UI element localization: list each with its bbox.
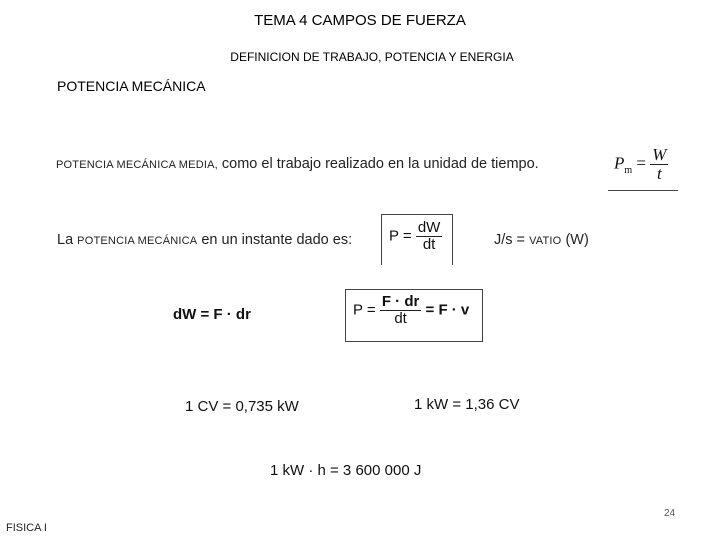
instant-numerator: dW	[417, 219, 441, 236]
power-numerator: F · dr	[381, 293, 420, 310]
instant-fraction	[416, 220, 443, 253]
course-label: FISICA I	[6, 522, 47, 534]
power-denominator: dt	[394, 309, 407, 327]
power-lhs: P =	[353, 301, 380, 319]
power-rhs: = F · v	[421, 301, 470, 319]
pm-subscript: m	[624, 165, 633, 177]
power-unit	[494, 232, 589, 248]
instant-prefix: La	[57, 232, 78, 248]
slide-subtitle: DEFINICION DE TRABAJO, POTENCIA Y ENERGIA	[230, 50, 514, 64]
pm-symbol: P	[614, 153, 625, 173]
kw-conversion: 1 kW = 1,36 CV	[414, 396, 520, 413]
instant-text: en un instante dado es:	[197, 232, 353, 248]
section-heading: POTENCIA MECÁNICA	[57, 78, 206, 94]
mean-power-text: como el trabajo realizado en la unidad de tiempo.	[217, 156, 539, 172]
pm-numerator: W	[652, 145, 667, 164]
instant-formula	[389, 220, 442, 253]
instant-denominator: dt	[422, 235, 436, 253]
power-formula	[353, 294, 469, 327]
formula-underline	[608, 190, 678, 191]
slide-title: TEMA 4 CAMPOS DE FUERZA	[254, 12, 466, 29]
instant-term: POTENCIA MECÁNICA	[77, 235, 198, 247]
instant-power-definition	[57, 232, 352, 248]
mean-power-formula	[614, 146, 668, 184]
pm-denominator: t	[656, 163, 662, 183]
unit-watt: VATIO	[529, 235, 562, 247]
page-number: 24	[664, 508, 676, 519]
mean-power-term: POTENCIA MECÁNICA MEDIA,	[56, 159, 218, 171]
pm-fraction	[650, 146, 668, 184]
cv-conversion: 1 CV = 0,735 kW	[185, 398, 299, 415]
kwh-conversion: 1 kW · h = 3 600 000 J	[270, 462, 422, 479]
work-differential: dW = F · dr	[173, 306, 251, 323]
unit-js: J/s =	[494, 232, 530, 248]
pm-equals: =	[632, 153, 651, 173]
instant-lhs: P =	[389, 227, 416, 245]
unit-w: (W)	[561, 232, 589, 248]
power-fraction	[380, 294, 422, 327]
mean-power-definition	[56, 156, 539, 172]
